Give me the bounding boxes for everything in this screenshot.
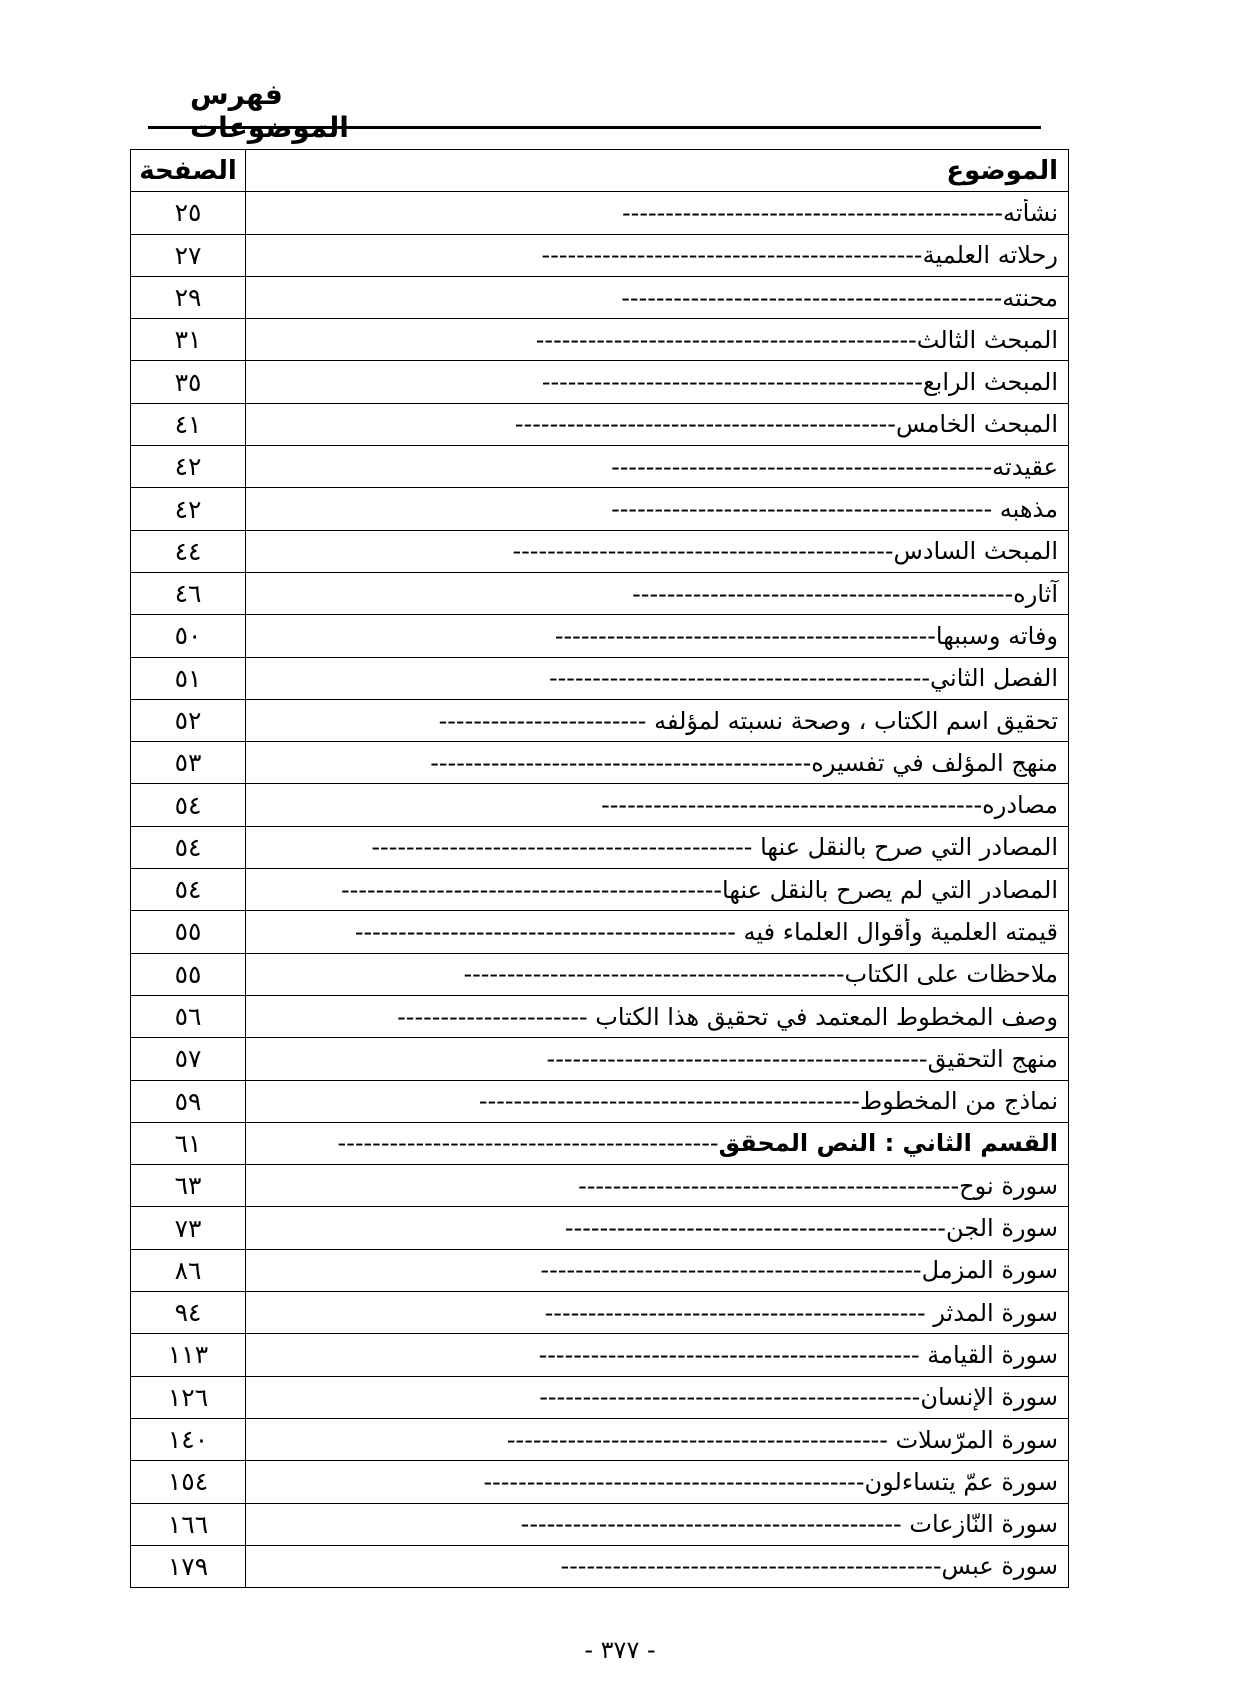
topic-cell [246,234,1069,276]
topic-title: منهج التحقيق [927,1044,1058,1073]
topic-entry [246,1299,1068,1327]
topic-cell [246,1207,1069,1249]
table-of-contents [130,149,1069,1588]
page-number-cell: ١٢٦ [131,1376,246,1418]
topic-entry [246,495,1068,523]
topic-title: سورة الإنسان [920,1383,1058,1412]
table-row [131,1122,1069,1164]
topic-cell [246,1165,1069,1207]
topic-title: سورة الجن [945,1214,1058,1243]
page-number-cell: ٦١ [131,1122,246,1164]
table-row [131,953,1069,995]
topic-entry [246,1552,1068,1580]
table-row [131,1503,1069,1545]
topic-entry [246,1087,1068,1115]
dot-leader: -------------------------------------------- [611,495,1000,524]
topic-cell [246,319,1069,361]
topic-title: الفصل الثاني [930,664,1058,693]
table-row [131,869,1069,911]
topic-cell [246,826,1069,868]
table-row [131,911,1069,953]
topic-title: ملاحظات على الكتاب [844,960,1058,989]
topic-title: المصادر التي لم يصرح بالنقل عنها [722,875,1058,904]
topic-entry [246,1214,1068,1242]
table-row [131,1376,1069,1418]
page-number-cell: ١٦٦ [131,1503,246,1545]
page-number-cell: ٥٠ [131,615,246,657]
topic-entry [246,1003,1068,1031]
table-row [131,784,1069,826]
topic-cell [246,276,1069,318]
dot-leader: -------------------------------------------- [544,1298,934,1327]
topic-entry [246,707,1068,735]
dot-leader: -------------------------------------------- [512,537,894,566]
page-number-cell: ٣٥ [131,361,246,403]
table-row [131,572,1069,614]
topic-cell [246,1292,1069,1334]
dot-leader: -------------------------------------------- [621,283,1003,312]
dot-leader: -------------------------------------------- [337,1129,719,1158]
topic-title: منهج المؤلف في تفسيره [811,748,1058,777]
topic-cell [246,572,1069,614]
page-number-cell: ٤٤ [131,530,246,572]
topic-entry [246,960,1068,988]
topic-cell [246,488,1069,530]
table-row [131,403,1069,445]
table-header-row [131,150,1069,192]
page-number-cell: ٦٣ [131,1165,246,1207]
dot-leader: -------------------------------------------- [535,325,917,354]
topic-title: نماذج من المخطوط [859,1087,1058,1116]
column-header-topic: الموضوع [246,150,1069,192]
topic-entry [246,622,1068,650]
page-number-cell: ٥٤ [131,784,246,826]
topic-cell [246,1418,1069,1460]
page-number-cell: ٥٥ [131,911,246,953]
table-row [131,1038,1069,1080]
dot-leader: -------------------------------------------- [483,1467,865,1496]
dot-leader: -------------------------------------------- [478,1087,860,1116]
table-row [131,446,1069,488]
topic-title: المبحث السادس [893,537,1058,566]
page-number-cell: ٤٢ [131,446,246,488]
topic-entry [246,284,1068,312]
topic-title: سورة المرّسلات [895,1425,1058,1454]
topic-entry [246,1426,1068,1454]
page-number-cell: ٥٥ [131,953,246,995]
dot-leader: -------------------------------------------- [520,1510,910,1539]
page-number-cell: ٥٤ [131,826,246,868]
page-number-cell: ٤٢ [131,488,246,530]
dot-leader: -------------------------------------------- [371,833,761,862]
dot-leader: -------------------------------------------- [514,410,896,439]
topic-title: وصف المخطوط المعتمد في تحقيق هذا الكتاب [595,1002,1058,1031]
dot-leader: -------------------------------------------- [554,621,936,650]
topic-title: المصادر التي صرح بالنقل عنها [760,833,1058,862]
topic-entry [246,537,1068,565]
table-row [131,192,1069,234]
table-row [131,530,1069,572]
dot-leader: -------------------------------------------- [601,791,983,820]
topic-title: سورة نوح [959,1171,1058,1200]
topic-title: المبحث الثالث [916,325,1058,354]
topic-entry [246,241,1068,269]
table-row [131,361,1069,403]
page-number-cell: ٧٣ [131,1207,246,1249]
topic-title: مصادره [982,791,1058,820]
topic-entry [246,1468,1068,1496]
topic-entry [246,664,1068,692]
page-number-cell: ١٤٠ [131,1418,246,1460]
page-number-cell: ٥١ [131,657,246,699]
page-number-cell: ٨٦ [131,1249,246,1291]
page-number-cell: ٥٣ [131,742,246,784]
topic-cell [246,1334,1069,1376]
dot-leader: -------------------------------------------- [548,664,931,693]
dot-leader: -------------------------------------------- [540,1256,922,1285]
topic-title: رحلاته العلمية [922,241,1058,270]
page-header-title: فهرس الموضوعات [190,78,349,144]
table-row [131,1249,1069,1291]
table-row [131,742,1069,784]
topic-entry [246,876,1068,904]
topic-cell [246,1249,1069,1291]
table-row [131,234,1069,276]
topic-entry [246,749,1068,777]
topic-title: آثاره [1013,579,1058,608]
topic-entry [246,1510,1068,1538]
table-row [131,995,1069,1037]
topic-cell [246,1122,1069,1164]
dot-leader: -------------------------------------------- [632,579,1014,608]
page-number-cell: ٢٩ [131,276,246,318]
topic-cell [246,1080,1069,1122]
topic-cell [246,953,1069,995]
topic-title: تحقيق اسم الكتاب ، وصحة نسبته لمؤلفه [654,706,1058,735]
topic-cell [246,911,1069,953]
topic-entry [246,453,1068,481]
topic-entry [246,918,1068,946]
table-row [131,699,1069,741]
topic-title: نشأته [1003,198,1058,227]
table-row [131,1165,1069,1207]
topic-title: سورة المزمل [921,1256,1058,1285]
topic-cell [246,192,1069,234]
table-body [131,192,1069,1588]
dot-leader: -------------------------------------------- [539,1383,921,1412]
dot-leader: -------------------------------------------- [541,368,923,397]
topic-entry [246,580,1068,608]
topic-cell [246,869,1069,911]
topic-cell [246,530,1069,572]
topic-title: سورة عبس [941,1552,1058,1581]
topic-entry [246,326,1068,354]
table-row [131,1292,1069,1334]
dot-leader: ---------------------- [397,1002,596,1031]
column-header-page: الصفحة [131,150,246,192]
page-number-cell: ٥٩ [131,1080,246,1122]
dot-leader: -------------------------------------------- [546,1044,928,1073]
table-row [131,1545,1069,1587]
topic-cell [246,615,1069,657]
topic-cell [246,784,1069,826]
topic-title: المبحث الخامس [895,410,1058,439]
topic-entry [246,410,1068,438]
page-number-cell: ٥٤ [131,869,246,911]
dot-leader: -------------------------------------------- [430,748,812,777]
dot-leader: -------------------------------------------- [560,1552,942,1581]
header-divider [148,126,1041,129]
dot-leader: -------------------------------------------- [622,198,1004,227]
page-number-cell: ١٧٩ [131,1545,246,1587]
topic-title: محنته [1002,283,1058,312]
topic-entry [246,199,1068,227]
topic-title: القسم الثاني : النص المحقق [718,1129,1058,1158]
topic-title: عقيدته [992,452,1058,481]
topic-cell [246,1545,1069,1587]
topic-title: مذهبه [999,495,1058,524]
topic-cell [246,446,1069,488]
topic-entry [246,833,1068,861]
topic-title: سورة عمّ يتساءلون [864,1467,1058,1496]
table-row [131,276,1069,318]
dot-leader: -------------------------------------------- [578,1171,960,1200]
dot-leader: -------------------------------------------- [541,241,923,270]
topic-entry [246,368,1068,396]
topic-cell [246,699,1069,741]
topic-entry [246,1256,1068,1284]
topic-title: سورة النّازعات [909,1510,1058,1539]
page-number-cell: ٣١ [131,319,246,361]
table-row [131,1418,1069,1460]
table-row [131,488,1069,530]
page-number-cell: ٢٥ [131,192,246,234]
topic-entry [246,1341,1068,1369]
table-row [131,1207,1069,1249]
dot-leader: -------------------------------------------- [354,917,744,946]
topic-title: سورة القيامة [927,1340,1058,1369]
table-row [131,615,1069,657]
topic-entry [246,791,1068,819]
topic-title: قيمته العلمية وأقوال العلماء فيه [743,917,1058,946]
table-row [131,657,1069,699]
page-number-cell: ٤١ [131,403,246,445]
topic-entry [246,1172,1068,1200]
dot-leader: -------------------------------------------- [506,1425,896,1454]
topic-entry [246,1045,1068,1073]
dot-leader: -------------------------------------------- [538,1340,928,1369]
page-number-cell: ٥٧ [131,1038,246,1080]
topic-cell [246,361,1069,403]
page-number-cell: ٤٦ [131,572,246,614]
page-number-cell: ١١٣ [131,1334,246,1376]
topic-title: المبحث الرابع [922,368,1058,397]
table-row [131,1080,1069,1122]
topic-cell [246,742,1069,784]
dot-leader: -------------------------------------------- [341,875,723,904]
dot-leader: -------------------------------------------- [463,960,845,989]
topic-title: وفاته وسببها [935,621,1058,650]
page-number-cell: ٥٦ [131,995,246,1037]
topic-cell [246,1376,1069,1418]
topic-entry [246,1383,1068,1411]
topic-cell [246,403,1069,445]
table-row [131,826,1069,868]
table-row [131,1461,1069,1503]
topic-entry [246,1129,1068,1157]
page-number: - ٣٧٧ - [584,1636,656,1664]
topic-cell [246,1503,1069,1545]
table-row [131,319,1069,361]
topic-cell [246,1038,1069,1080]
topic-cell [246,1461,1069,1503]
table-row [131,1334,1069,1376]
topic-title: سورة المدثر [933,1298,1058,1327]
topic-cell [246,657,1069,699]
page-number-cell: ٩٤ [131,1292,246,1334]
dot-leader: -------------------------------------------- [564,1214,946,1243]
topic-cell [246,995,1069,1037]
page-number-cell: ٢٧ [131,234,246,276]
page-number-cell: ٥٢ [131,699,246,741]
page-number-cell: ١٥٤ [131,1461,246,1503]
dot-leader: -------------------------------------------- [611,452,993,481]
dot-leader: ------------------------ [438,706,655,735]
